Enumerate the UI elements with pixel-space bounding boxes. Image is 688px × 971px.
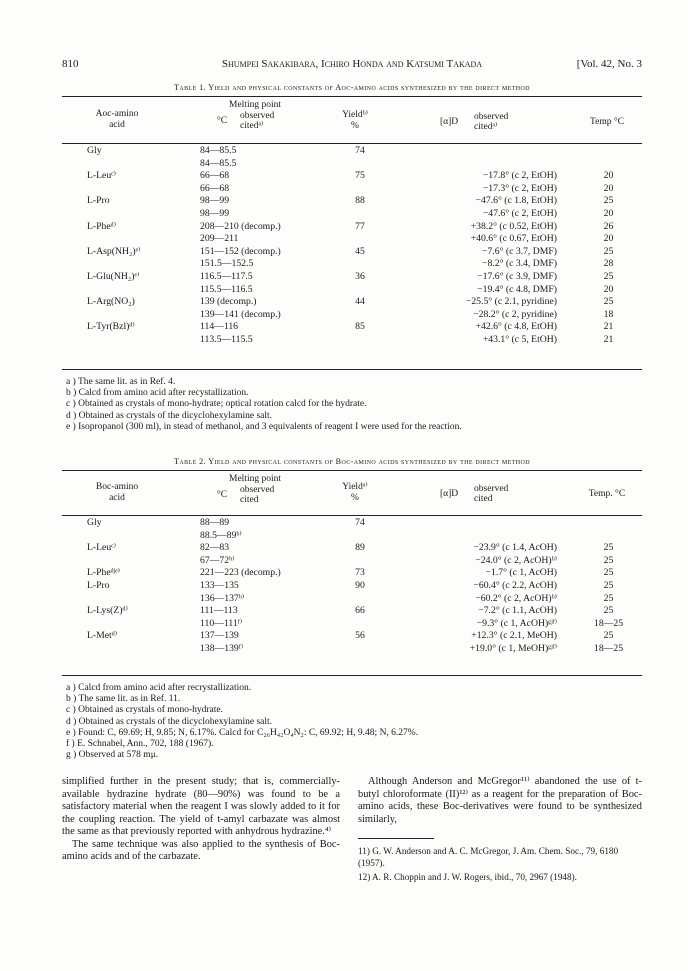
footnote: e ) Found: C, 69.69; H, 9.85; N, 6.17%. Calcd for C₂₆H₄₂O₄N₂: C, 69.92; H, 9.48; N, 6.27%. bbox=[66, 727, 419, 738]
table2-top-rule bbox=[62, 470, 642, 471]
table-cell: L-Glu(NH₂)ᵉ⁾ bbox=[87, 270, 140, 282]
table-row bbox=[62, 258, 642, 271]
table-row bbox=[62, 605, 642, 618]
table-cell: 20 bbox=[603, 170, 614, 182]
table-cell: 139—141 (decomp.) bbox=[200, 308, 281, 320]
table-cell: 25 bbox=[603, 554, 614, 566]
table-cell: 25 bbox=[603, 630, 614, 642]
table2-col-yield: Yieldᵃ⁾ % bbox=[342, 482, 368, 503]
footnote: d ) Obtained as crystals of the dicyclohexylamine salt. bbox=[66, 716, 273, 727]
table1-footnotes bbox=[66, 377, 642, 433]
table-cell: 25 bbox=[603, 245, 614, 257]
page-number: 810 bbox=[62, 58, 79, 70]
table-cell: L-Leuᶜ⁾ bbox=[87, 170, 117, 182]
table-cell bbox=[335, 309, 385, 322]
table-cell: 25 bbox=[603, 579, 614, 591]
table-cell: 77 bbox=[355, 220, 365, 232]
table2-bottom-rule bbox=[62, 675, 642, 676]
table-cell: +19.0° (c 1, MeOH)ᵍʲᶠ⁾ bbox=[469, 642, 557, 654]
table-cell bbox=[575, 158, 642, 171]
table-cell bbox=[62, 643, 200, 656]
table-cell: −28.2° (c 2, pyridine) bbox=[473, 308, 557, 320]
table-cell: −25.5° (c 2.1, pyridine) bbox=[465, 296, 557, 308]
table-cell: 138—139ᶠ⁾ bbox=[200, 642, 244, 654]
table-row bbox=[62, 334, 642, 347]
table-row bbox=[62, 643, 642, 656]
table-row bbox=[62, 630, 642, 643]
table-row bbox=[62, 567, 642, 580]
table-cell: 98—99 bbox=[200, 195, 230, 207]
table-cell: L-Tyr(Bzl)ᵈ⁾ bbox=[87, 321, 135, 333]
table-cell: 151.5—152.5 bbox=[200, 258, 254, 270]
table-cell: 28 bbox=[603, 258, 614, 270]
table-cell: 136—137ᵇ⁾ bbox=[200, 592, 245, 604]
table-cell: L-Pro bbox=[87, 579, 110, 591]
table-cell: 20 bbox=[603, 182, 614, 194]
table-cell bbox=[62, 555, 200, 568]
table-row bbox=[62, 321, 642, 334]
table-cell bbox=[62, 530, 200, 543]
journal-volume: [Vol. 42, No. 3 bbox=[576, 58, 642, 70]
footnote: b ) The same lit. as in Ref. 11. bbox=[66, 694, 181, 705]
table-cell: 84—85.5 bbox=[200, 157, 237, 169]
table-cell: 25 bbox=[603, 270, 614, 282]
table-cell: 74 bbox=[355, 517, 365, 528]
table-cell: +40.6° (c 0.67, EtOH) bbox=[470, 233, 557, 245]
table-cell: 137—139 bbox=[200, 630, 239, 642]
table-cell: −17.6° (c 3.9, DMF) bbox=[477, 270, 557, 282]
table2-header: Boc-amino acid Melting point °C observed cited Yieldᵃ⁾ % [α]D observed cited Temp. °C bbox=[62, 472, 642, 514]
table-cell: L-Pheᵈ⁾ bbox=[87, 220, 117, 232]
table-cell: 111—113 bbox=[200, 605, 238, 617]
table-cell: 113.5—115.5 bbox=[200, 333, 253, 345]
paragraph: The same technique was also applied to the synthesis of Boc-amino acids and of the carbazate. bbox=[62, 838, 340, 862]
running-header bbox=[62, 58, 642, 74]
table-cell: 209—211 bbox=[200, 233, 239, 245]
reference-rule bbox=[358, 838, 434, 839]
table-cell: 221—223 (decomp.) bbox=[200, 567, 281, 579]
table-cell: −60.4° (c 2.2, AcOH) bbox=[473, 579, 557, 591]
footnote: f ) E. Schnabel, Ann., 702, 188 (1967). bbox=[66, 739, 214, 750]
footnote: g ) Observed at 578 mμ. bbox=[66, 750, 159, 761]
table-row bbox=[62, 296, 642, 309]
table-cell: 98—99 bbox=[200, 207, 230, 219]
reference: 11) G. W. Anderson and A. C. McGregor, J. Am. Chem. Soc., 79, 6180 (1957). bbox=[358, 846, 619, 868]
table-row bbox=[62, 233, 642, 246]
table-cell: 25 bbox=[603, 296, 614, 308]
table-cell: L-Lys(Z)ᵈ⁾ bbox=[87, 605, 128, 617]
table-row bbox=[62, 183, 642, 196]
footnote: b ) Calcd from amino acid after recystallization. bbox=[66, 388, 249, 399]
table-cell: 18—25 bbox=[593, 642, 624, 654]
table-cell: 18 bbox=[603, 308, 614, 320]
table-cell: 25 bbox=[603, 567, 614, 579]
table-cell: 139 (decomp.) bbox=[200, 296, 257, 308]
table-cell: −17.8° (c 2, EtOH) bbox=[482, 170, 557, 182]
table-cell: L-Arg(NO₂) bbox=[87, 296, 135, 308]
table-row bbox=[62, 618, 642, 631]
table-cell bbox=[335, 208, 385, 221]
footnote: a ) The same lit. as in Ref. 4. bbox=[66, 377, 176, 387]
table-cell: 25 bbox=[603, 605, 614, 617]
table-cell: 25 bbox=[603, 542, 614, 554]
table-cell: 66 bbox=[355, 605, 365, 617]
table-cell bbox=[62, 158, 200, 171]
footnote: d ) Obtained as crystals of the dicyclohexylamine salt. bbox=[66, 410, 273, 421]
table-row bbox=[62, 517, 642, 530]
table-cell: −7.2° (c 1.1, AcOH) bbox=[478, 605, 557, 617]
table-cell bbox=[385, 517, 575, 530]
table-cell: 18—25 bbox=[593, 617, 624, 629]
table-cell bbox=[62, 233, 200, 246]
table-row bbox=[62, 593, 642, 606]
footnote: e ) Isopropanol (300 ml), in stead of methanol, and 3 equivalents of reagent I were used for the reaction. bbox=[66, 421, 462, 432]
table-cell bbox=[62, 183, 200, 196]
table-cell: −47.6° (c 2, EtOH) bbox=[482, 207, 557, 219]
table2-header-rule bbox=[62, 515, 642, 516]
table-cell: Gly bbox=[87, 145, 102, 156]
table-row bbox=[62, 580, 642, 593]
reference-list bbox=[358, 846, 642, 887]
table-row bbox=[62, 246, 642, 259]
table-cell: 110—111ᶠ⁾ bbox=[200, 617, 243, 629]
body-right-column bbox=[358, 776, 642, 826]
table-cell: 82—83 bbox=[200, 542, 230, 554]
table-cell bbox=[62, 334, 200, 347]
table-cell: +38.2° (c 0.52, EtOH) bbox=[470, 220, 557, 232]
table1-header-rule bbox=[62, 143, 642, 144]
table-cell: −19.4° (c 4.8, DMF) bbox=[477, 283, 557, 295]
table-cell bbox=[335, 593, 385, 606]
table-cell: 90 bbox=[355, 579, 365, 591]
table-cell: 114—116 bbox=[200, 321, 239, 333]
table-cell: +12.3° (c 2.1, MeOH) bbox=[471, 630, 557, 642]
table-cell bbox=[62, 258, 200, 271]
table-cell: 45 bbox=[355, 245, 365, 257]
table-cell bbox=[575, 530, 642, 543]
table-cell bbox=[335, 618, 385, 631]
paragraph: Although Anderson and McGregor¹¹⁾ abandoned the use of t-butyl chloroformate (II)¹²⁾ as a reagent for the preparation of Boc-amino acids, these Boc-derivatives were found to be synthesized similarly, bbox=[358, 776, 642, 825]
table-cell: L-Pheᵈʲᵉ⁾ bbox=[87, 567, 121, 579]
footnote: a ) Calcd from amino acid after recrystallization. bbox=[66, 683, 252, 693]
table-cell bbox=[335, 158, 385, 171]
table-cell: 88—89 bbox=[200, 517, 230, 528]
table-cell bbox=[335, 284, 385, 297]
table-cell: 116.5—117.5 bbox=[200, 270, 253, 282]
table-cell bbox=[335, 643, 385, 656]
table-cell: 66—68 bbox=[200, 170, 230, 182]
table-cell: −23.9° (c 1.4, AcOH) bbox=[473, 542, 557, 554]
table-cell: 25 bbox=[603, 592, 614, 604]
table-cell: 151—152 (decomp.) bbox=[200, 245, 281, 257]
reference: 12) A. R. Choppin and J. W. Rogers, ibid., 70, 2967 (1948). bbox=[358, 872, 577, 883]
table-cell bbox=[385, 158, 575, 171]
table-cell: 208—210 (decomp.) bbox=[200, 220, 281, 232]
table1-col-acid: Aoc-amino acid bbox=[95, 109, 139, 130]
table-cell bbox=[575, 145, 642, 158]
table-cell: 115.5—116.5 bbox=[200, 283, 253, 295]
table-cell: −60.2° (c 2, AcOH)ᵇ⁾ bbox=[475, 592, 557, 604]
table-cell bbox=[335, 530, 385, 543]
table-cell: L-Leuᶜ⁾ bbox=[87, 542, 117, 554]
table-cell bbox=[62, 309, 200, 322]
table-cell bbox=[335, 555, 385, 568]
table-row bbox=[62, 158, 642, 171]
table2-footnotes bbox=[66, 683, 642, 761]
table-cell: −8.2° (c 3.4, DMF) bbox=[482, 258, 557, 270]
table-cell: −47.6° (c 1.8, EtOH) bbox=[475, 195, 557, 207]
table1-body bbox=[62, 145, 642, 347]
table-cell: 66—68 bbox=[200, 182, 230, 194]
table-cell: 85 bbox=[355, 321, 365, 333]
table-cell bbox=[385, 145, 575, 158]
paragraph: simplified further in the present study; that is, commercially-available hydrazine hydrate (80—90%) was found to be a satisfactory material when the reagent I was slowly added to it for the coupling reaction. The yield of t-amyl carbazate was almost the same as that previously reported with anhydrous hydrazine.⁴⁾ bbox=[62, 776, 340, 837]
table2-caption: Table 2. Yield and physical constants of Boc-amino acids synthesized by the direct method bbox=[174, 457, 530, 466]
table-row bbox=[62, 195, 642, 208]
table-cell bbox=[335, 233, 385, 246]
table-row bbox=[62, 542, 642, 555]
table-cell bbox=[62, 618, 200, 631]
table2-col-temp: Temp. °C bbox=[588, 489, 626, 499]
table2-body bbox=[62, 517, 642, 656]
table-row bbox=[62, 271, 642, 284]
table-cell: −1.7° (c 1, AcOH) bbox=[485, 567, 557, 579]
table-cell: 133—135 bbox=[200, 579, 239, 591]
table-cell bbox=[335, 258, 385, 271]
table-cell: 36 bbox=[355, 270, 365, 282]
table-cell: +43.1° (c 5, EtOH) bbox=[482, 333, 557, 345]
table-cell: L-Metᵈ⁾ bbox=[87, 630, 118, 642]
table-cell: 74 bbox=[355, 145, 365, 156]
table-row bbox=[62, 170, 642, 183]
table-cell: 20 bbox=[603, 283, 614, 295]
table-cell: Gly bbox=[87, 517, 102, 528]
table-cell: 75 bbox=[355, 170, 365, 182]
table1-header: Aoc-amino acid Melting point °C observed citedᵃ⁾ Yieldᵇ⁾ % [α]D observed citedᵃ⁾ Temp °C bbox=[62, 98, 642, 142]
table-cell: −9.3° (c 1, AcOH)ᵍʲᶠ⁾ bbox=[476, 617, 557, 629]
table-cell: 21 bbox=[603, 321, 614, 333]
table-cell bbox=[335, 183, 385, 196]
running-authors: Shumpei Sakakibara, Ichiro Honda and Katsumi Takada bbox=[221, 58, 483, 70]
table-row bbox=[62, 145, 642, 158]
table-cell: 25 bbox=[603, 195, 614, 207]
footnote: c ) Obtained as crystals of mono-hydrate. bbox=[66, 705, 223, 716]
table-row bbox=[62, 284, 642, 297]
table-cell: L-Asp(NH₂)ᵉ⁾ bbox=[87, 245, 141, 257]
table-cell: 88 bbox=[355, 195, 365, 207]
table-cell bbox=[575, 517, 642, 530]
table2-col-acid: Boc-amino acid bbox=[95, 482, 139, 503]
table-cell bbox=[62, 208, 200, 221]
table-cell: 88.5—89ᵇ⁾ bbox=[200, 529, 242, 541]
table-cell: 84—85.5 bbox=[200, 145, 237, 156]
table-cell bbox=[62, 284, 200, 297]
table-cell bbox=[62, 593, 200, 606]
table1-top-rule bbox=[62, 96, 642, 97]
table-cell: 20 bbox=[603, 207, 614, 219]
table1-col-mp: Melting point °C observed citedᵃ⁾ bbox=[217, 100, 281, 131]
table1-col-temp: Temp °C bbox=[589, 117, 624, 127]
table-cell: +42.6° (c 4.8, EtOH) bbox=[475, 321, 557, 333]
table-cell bbox=[335, 334, 385, 347]
table1-caption: Table 1. Yield and physical constants of Aoc-amino acids synthesized by the direct method bbox=[174, 83, 530, 92]
table-cell: 26 bbox=[603, 220, 614, 232]
table2-col-mp: Melting point °C observed cited bbox=[217, 474, 281, 505]
table-cell: 73 bbox=[355, 567, 365, 579]
body-left-column bbox=[62, 776, 340, 864]
table-cell: −17.3° (c 2, EtOH) bbox=[482, 182, 557, 194]
table-cell: 44 bbox=[355, 296, 365, 308]
table-row bbox=[62, 555, 642, 568]
table-cell: L-Pro bbox=[87, 195, 110, 207]
table-cell: 21 bbox=[603, 333, 614, 345]
table1-bottom-rule bbox=[62, 369, 642, 370]
table-cell: −24.0° (c 2, AcOH)ᵇ⁾ bbox=[475, 554, 557, 566]
table-cell: 20 bbox=[603, 233, 614, 245]
table-cell: 67—72ᵇ⁾ bbox=[200, 554, 235, 566]
table-row bbox=[62, 208, 642, 221]
table-row bbox=[62, 530, 642, 543]
table-row bbox=[62, 309, 642, 322]
table-cell: 56 bbox=[355, 630, 365, 642]
footnote: c ) Obtained as crystals of mono-hydrate; optical rotation calcd for the hydrate. bbox=[66, 399, 367, 410]
table-row bbox=[62, 221, 642, 234]
table-cell: 89 bbox=[355, 542, 365, 554]
table-cell bbox=[385, 530, 575, 543]
table1-col-yield: Yieldᵇ⁾ % bbox=[342, 110, 368, 131]
table-cell: −7.6° (c 3.7, DMF) bbox=[482, 245, 557, 257]
